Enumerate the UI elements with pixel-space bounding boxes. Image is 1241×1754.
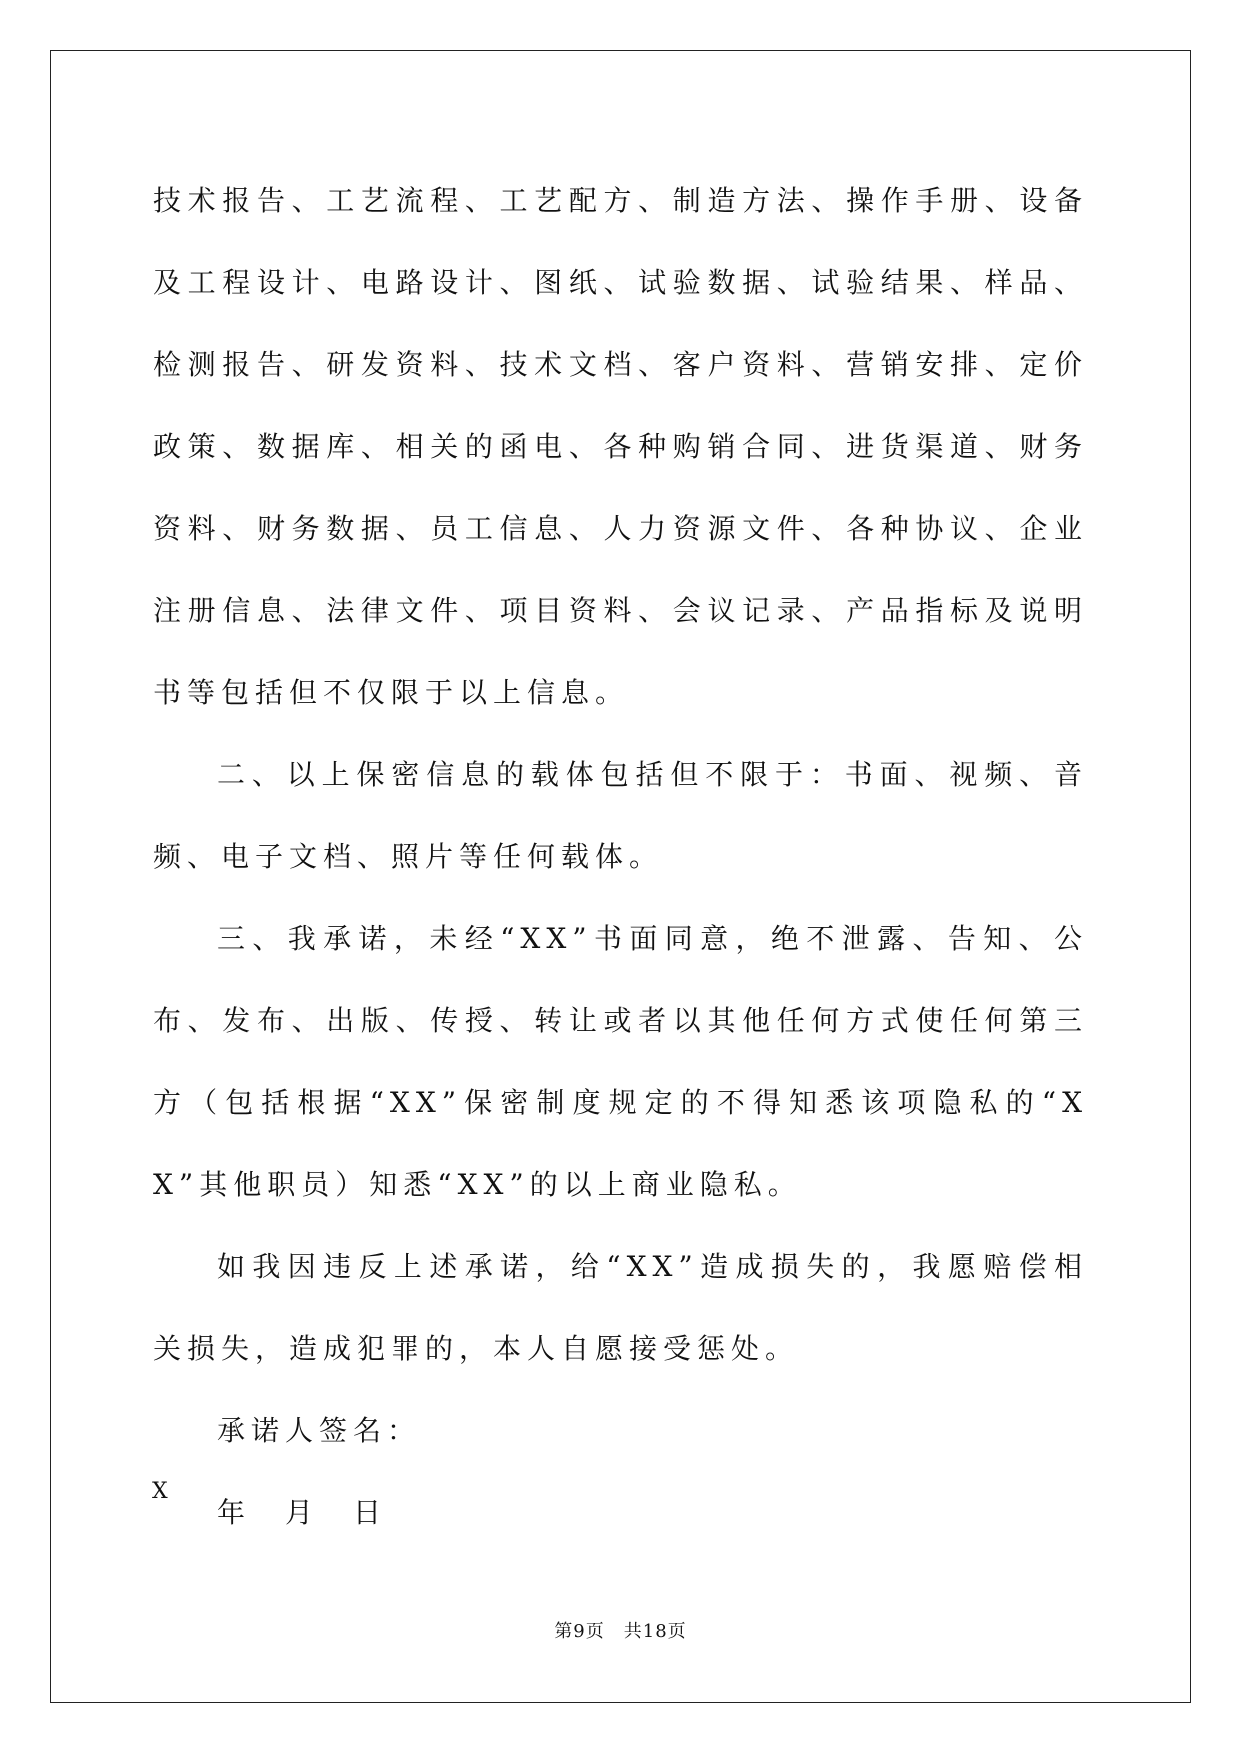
document-body xyxy=(153,160,1088,1554)
paragraph-info-carriers: 二、以上保密信息的载体包括但不限于：书面、视频、音频、电子文档、照片等任何载体。 xyxy=(153,758,1088,873)
paragraph-liability: 如我因违反上述承诺，给“XX”造成损失的，我愿赔偿相关损失，造成犯罪的，本人自愿接受惩处。 xyxy=(153,1250,1088,1365)
paragraph-non-disclosure-promise: 三、我承诺，未经“XX”书面同意，绝不泄露、告知、公布、发布、出版、传授、转让或者以其他任何方式使任何第三方（包括根据“XX”保密制度规定的不得知悉该项隐私的“XX”其他职员）知悉“XX”的以上商业隐私。 xyxy=(153,922,1088,1201)
page-number-footer xyxy=(0,1620,1241,1644)
paragraph-confidential-info-list: 技术报告、工艺流程、工艺配方、制造方法、操作手册、设备及工程设计、电路设计、图纸、试验数据、试验结果、样品、检测报告、研发资料、技术文档、客户资料、营销安排、定价政策、数据库、相关的函电、各种购销合同、进货渠道、财务资料、财务数据、员工信息、人力资源文件、各种协议、企业注册信息、法律文件、项目资料、会议记录、产品指标及说明书等包括但不仅限于以上信息。 xyxy=(153,184,1088,709)
closing-mark: X xyxy=(152,1479,168,1504)
date-line: 年 月 日 xyxy=(217,1496,388,1529)
signature-label: 承诺人签名： xyxy=(217,1414,422,1447)
page-number-label: 第9页 共18页 xyxy=(554,1621,687,1642)
